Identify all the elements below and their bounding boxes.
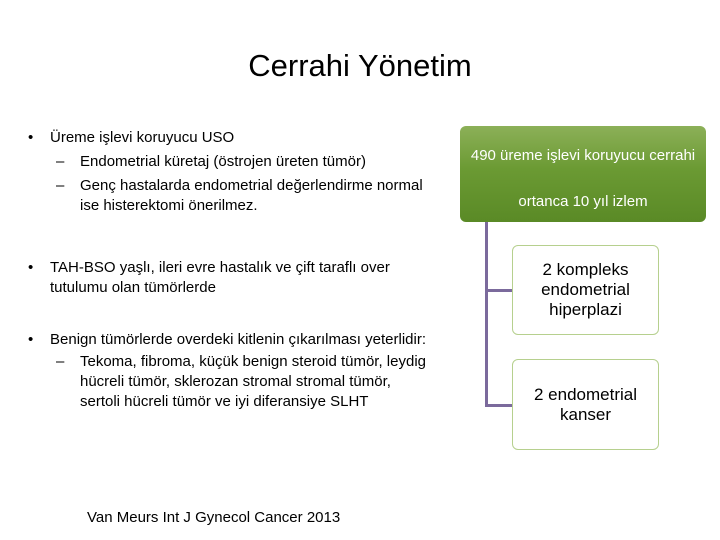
- sub-bullet-text: Tekoma, fibroma, küçük benign steroid tümör, leydig hücreli tümör, sklerozan stromal stromal tümör, sertoli hücreli tümör ve iyi diferansiye SLHT: [80, 353, 427, 410]
- diagram-connector-branch: [485, 289, 512, 292]
- diagram-connector-branch: [485, 404, 512, 407]
- sub-bullet-marker: –: [56, 153, 65, 170]
- citation: Van Meurs Int J Gynecol Cancer 2013: [87, 509, 341, 526]
- bullet-text: Üreme işlevi koruyucu USO: [50, 129, 235, 146]
- sub-bullet-text: Genç hastalarda endometrial değerlendirme normal ise histerektomi önerilmez.: [80, 177, 423, 214]
- sub-bullet-marker: –: [56, 353, 65, 370]
- diagram-connector-vertical: [485, 222, 488, 407]
- bullet-item: [28, 128, 428, 216]
- diagram-child-box: 2 kompleks endometrial hiperplazi: [512, 245, 659, 335]
- bullet-item: [28, 330, 428, 412]
- bullet-text: TAH-BSO yaşlı, ileri evre hastalık ve çift taraflı over tutulumu olan tümörlerde: [50, 259, 390, 296]
- diagram-child-box: 2 endometrial kanser: [512, 359, 659, 450]
- sub-bullet-text: Endometrial küretaj (östrojen üreten tümör): [80, 153, 366, 170]
- slide-title: Cerrahi Yönetim: [248, 48, 472, 83]
- sub-bullet-marker: –: [56, 177, 65, 194]
- diagram-root-line-2: ortanca 10 yıl izlem: [518, 193, 648, 210]
- bullet-marker: •: [28, 259, 34, 276]
- diagram-root-box: [460, 126, 706, 222]
- bullet-text: Benign tümörlerde overdeki kitlenin çıkarılması yeterlidir:: [50, 331, 426, 348]
- bullet-marker: •: [28, 129, 34, 146]
- diagram-root-line-1: 490 üreme işlevi koruyucu cerrahi: [470, 147, 696, 164]
- bullet-item: [28, 258, 428, 298]
- bullet-marker: •: [28, 331, 34, 348]
